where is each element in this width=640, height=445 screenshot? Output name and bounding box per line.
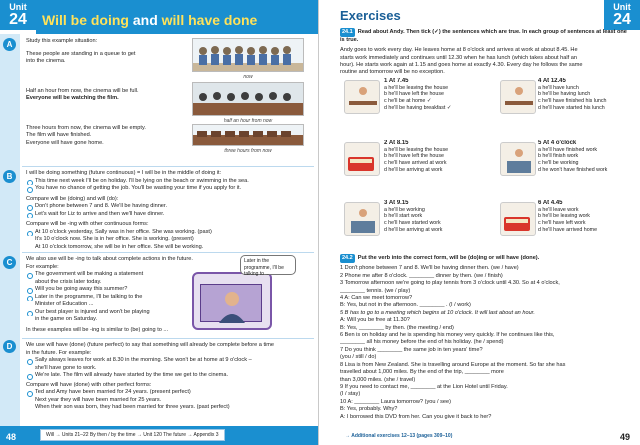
option[interactable]: c he'll be at home ✓ bbox=[384, 98, 432, 105]
example-line: Let's wait for Liz to arrive and then we'll have dinner. bbox=[26, 211, 312, 219]
exercise-line[interactable]: ________ tennis. (we / play) bbox=[340, 287, 411, 294]
option[interactable]: c he'll have finished his lunch bbox=[538, 98, 607, 105]
exercise-line[interactable]: 5 B has to go to a meeting which begins at 10 o'clock. It will last about an hour. bbox=[340, 309, 535, 316]
group-time: At 9.15 bbox=[388, 200, 409, 206]
option[interactable]: b he'll be leaving work bbox=[538, 213, 590, 220]
group-time: At 12.45 bbox=[542, 78, 566, 84]
example-line: Our best player is injured and won't be playing bbox=[26, 309, 228, 317]
group-4 bbox=[538, 78, 638, 112]
scene-5-picture bbox=[500, 142, 536, 176]
example-line: she'll have gone to work. bbox=[35, 364, 97, 371]
scene-6-picture bbox=[500, 202, 536, 236]
example-line: Later in the programme, I'll be talking to the bbox=[26, 294, 228, 302]
title-part-a: Will be doing bbox=[42, 12, 129, 28]
text-line: In these examples will be -ing is similar to (be) going to ... bbox=[26, 326, 169, 333]
option[interactable]: d he'll be arriving at work bbox=[384, 226, 443, 233]
text-line: Everyone will have gone home. bbox=[26, 139, 104, 146]
group-6 bbox=[538, 200, 638, 234]
bus-icon bbox=[504, 217, 530, 231]
text-line: into the cinema. bbox=[26, 58, 66, 64]
example-line: We're late. The film will already have started by the time we get to the cinema. bbox=[26, 372, 312, 380]
option[interactable]: d he'll have started his lunch bbox=[538, 104, 605, 111]
exercise-line[interactable]: 10 A: ________ Laura tomorrow? (you / see) bbox=[340, 398, 452, 405]
unit-label: Unit bbox=[613, 2, 631, 12]
group-time: At 7.45 bbox=[388, 78, 409, 84]
andy-icon bbox=[359, 87, 367, 95]
option[interactable]: d he'll have arrived home bbox=[538, 226, 598, 233]
group-time: At 4.45 bbox=[542, 200, 563, 206]
example-line: about the crisis later today. bbox=[35, 278, 102, 285]
unit-number: 24 bbox=[613, 11, 631, 28]
exercise-line[interactable]: (you / still / do) bbox=[340, 354, 377, 361]
option[interactable]: b he'll have left the house bbox=[384, 91, 444, 98]
unit-tab-right bbox=[604, 0, 640, 30]
option[interactable]: d he'll be arriving at work bbox=[384, 166, 443, 173]
andy-icon bbox=[359, 209, 367, 217]
story-line: hour). He starts work again at 1.15 and goes home at exactly 4.30. Every day he follows the same bbox=[340, 61, 583, 68]
exercise-line[interactable]: 2 Phone me after 8 o'clock. ________ dinner by then. (we / finish) bbox=[340, 272, 503, 279]
exercise-line[interactable]: 8 Lisa is from New Zealand. She is travelling around Europe at the moment. So far she has bbox=[340, 361, 566, 368]
text-line: Compare will be (doing) and will (do): bbox=[26, 195, 119, 202]
group-1 bbox=[384, 78, 504, 112]
text-line: Compare will be -ing with other continuous forms: bbox=[26, 221, 149, 227]
option[interactable]: c he'll be working bbox=[538, 160, 579, 167]
page-number-left: 48 bbox=[6, 432, 17, 442]
example-line: When their son was born, they had been married for three years. (past perfect) bbox=[35, 404, 230, 410]
caption-half-hour: half an hour from now bbox=[223, 118, 273, 124]
cinema-audience-picture bbox=[192, 82, 304, 116]
section-a-badge: A bbox=[3, 38, 16, 51]
group-num: 4 bbox=[538, 78, 542, 84]
right-page bbox=[320, 0, 640, 445]
option[interactable]: d he'll be having breakfast ✓ bbox=[384, 104, 452, 111]
andy-icon bbox=[515, 87, 523, 95]
left-page bbox=[0, 0, 319, 445]
unit-number: 24 bbox=[9, 11, 27, 28]
scene-2-picture bbox=[344, 142, 380, 176]
exercise-24-1 bbox=[340, 28, 632, 76]
tv-set-picture bbox=[192, 272, 272, 330]
additional-exercises-link[interactable]: → Additional exercises 12–13 (pages 309–10) bbox=[345, 433, 453, 439]
exercise-line[interactable]: A: Will you be free at 11.30? bbox=[340, 317, 410, 324]
option[interactable]: b he'll finish work bbox=[538, 153, 579, 160]
ex2-instr-text: Put the verb into the correct form, will be (do)ing or will have (done). bbox=[357, 255, 540, 261]
exercise-line[interactable]: 4 A: Can we meet tomorrow? bbox=[340, 295, 413, 302]
caption-three-hours: three hours from now bbox=[224, 148, 272, 154]
audience-illustration bbox=[193, 83, 304, 116]
group-2 bbox=[384, 140, 504, 174]
caption-now: now bbox=[243, 74, 253, 80]
left-header-bar bbox=[36, 0, 318, 34]
exercise-line[interactable]: than 3,000 miles. (she / travel) bbox=[340, 376, 416, 383]
example-line: It's 10 o'clock now. She is in her office. She is working. (present) bbox=[35, 236, 194, 242]
group-time: At 8.15 bbox=[388, 140, 409, 146]
tv-screen bbox=[200, 284, 262, 322]
group-3 bbox=[384, 200, 504, 234]
ex2-instructions bbox=[340, 254, 632, 263]
section-d bbox=[26, 342, 312, 412]
text-line: Compare will have (done) with other perfect forms: bbox=[26, 381, 152, 388]
exercise-line[interactable]: 1 Don't phone between 7 and 8. We'll be having dinner then. (we / have) bbox=[340, 265, 519, 272]
exercise-line[interactable]: B: Yes, ________ by then. (the meeting / end) bbox=[340, 324, 454, 331]
ex2-badge: 24.2 bbox=[340, 254, 355, 263]
example-line: Ted and Amy have been married for 24 years. (present perfect) bbox=[26, 389, 312, 397]
title-part-c: will have done bbox=[161, 12, 258, 28]
cinema-empty-picture bbox=[192, 124, 304, 146]
title-part-b: and bbox=[128, 12, 162, 28]
story-line: starts work immediately and continues until 12.30 when he has lunch (which takes about half an bbox=[340, 54, 577, 61]
text-line: For example: bbox=[26, 263, 59, 270]
exercises-title: Exercises bbox=[340, 8, 401, 23]
speech-bubble: Later in the programme, I'll be talking to ... bbox=[240, 255, 296, 275]
exercise-24-2 bbox=[340, 254, 632, 421]
presenter-illustration bbox=[201, 285, 263, 323]
story-line: routine and tomorrow will be no exception. bbox=[340, 69, 445, 76]
ex1-badge: 24.1 bbox=[340, 28, 355, 37]
group-num: 1 bbox=[384, 78, 388, 84]
cinema-queue-picture bbox=[192, 38, 304, 72]
group-num: 5 bbox=[538, 140, 542, 146]
section-b-badge: B bbox=[3, 170, 16, 183]
option[interactable]: a he'll be leaving the house bbox=[384, 146, 449, 153]
example-line: At 10 o'clock yesterday, Sally was in her office. She was working. (past) bbox=[26, 229, 312, 237]
scene-3-picture bbox=[344, 202, 380, 236]
divider bbox=[22, 252, 314, 253]
section-strip bbox=[0, 34, 20, 426]
exercise-line[interactable]: 3 Tomorrow afternoon we're going to play tennis from 3 o'clock until 4.30. So at 4 o'clock, bbox=[340, 280, 560, 287]
andy-icon bbox=[515, 149, 523, 157]
unit-tab-left bbox=[0, 0, 36, 30]
group-num: 6 bbox=[538, 200, 542, 206]
example-line: At 10 o'clock tomorrow, she will be in her office. She will be working. bbox=[35, 243, 204, 250]
text-line: We use will have (done) (future perfect) to say that something will already be complete before a time bbox=[26, 342, 275, 348]
story-line: Andy goes to work every day. He leaves home at 8 o'clock and arrives at work at about 8.45. He bbox=[340, 47, 578, 54]
text-line: Half an hour from now, the cinema will be full. bbox=[26, 87, 139, 94]
text-line: Study this example situation: bbox=[26, 38, 98, 44]
exercise-line[interactable]: A: I borrowed this DVD from her. Can you give it back to her? bbox=[340, 413, 492, 420]
scene-4-picture bbox=[500, 80, 536, 114]
page-number-right: 49 bbox=[619, 432, 630, 442]
ex1-instr-text: Read about Andy. Then tick (✓) the sentences which are true. In each group of sentences at least one is true. bbox=[340, 29, 627, 44]
group-time: At 4 o'clock bbox=[542, 140, 577, 146]
option[interactable]: b he'll have left the house bbox=[384, 153, 444, 160]
text-line: Everyone will be watching the film. bbox=[26, 95, 119, 101]
text-line: These people are standing in a queue to get bbox=[26, 50, 136, 57]
text-line: I will be doing something (future continuous) = I will be in the middle of doing it: bbox=[26, 170, 222, 176]
option[interactable]: a he'll have finished work bbox=[538, 146, 598, 153]
option[interactable]: b he'll be having lunch bbox=[538, 91, 591, 98]
example-line: This time next week I'll be on holiday. I'll be lying on the beach or swimming in the sea. bbox=[26, 178, 312, 186]
exercise-line[interactable]: B: Yes, but not in the afternoon. ________ . (I / work) bbox=[340, 302, 471, 309]
option[interactable]: a he'll be working bbox=[384, 206, 425, 213]
text-line: We also use will be -ing to talk about complete actions in the future. bbox=[26, 256, 193, 262]
exercise-line[interactable]: (I / stay) bbox=[340, 391, 361, 398]
exercise-line[interactable]: B: Yes, probably. Why? bbox=[340, 406, 398, 413]
empty-cinema-illustration bbox=[193, 125, 304, 146]
section-b bbox=[26, 170, 312, 251]
example-line: Will you be going away this summer? bbox=[26, 286, 228, 294]
exercise-line[interactable]: travelled about 1,000 miles. By the end of the trip, ________ more bbox=[340, 369, 504, 376]
option[interactable]: c he'll have started work bbox=[384, 220, 441, 227]
exercise-line[interactable]: 7 Do you think ________ the same job in ten years' time? bbox=[340, 346, 483, 353]
bus-icon bbox=[348, 157, 374, 171]
section-c-badge: C bbox=[3, 256, 16, 269]
exercise-line[interactable]: 6 Ben is on holiday and he is spending his money very quickly. If he continues like this, bbox=[340, 332, 555, 339]
group-num: 3 bbox=[384, 200, 388, 206]
example-line: Don't phone between 7 and 8. We'll be having dinner. bbox=[26, 203, 312, 211]
option[interactable]: d he won't have finished work bbox=[538, 166, 608, 173]
scene-1-picture bbox=[344, 80, 380, 114]
queue-illustration bbox=[193, 39, 304, 72]
text-line: in the future. For example: bbox=[26, 349, 92, 356]
option[interactable]: c he'll have left work bbox=[538, 220, 586, 227]
text-line: The film will have finished. bbox=[26, 132, 92, 138]
example-line: You have no chance of getting the job. You'll be wasting your time if you apply for it. bbox=[26, 185, 312, 193]
group-num: 2 bbox=[384, 140, 388, 146]
example-line: Minister of Education ... bbox=[35, 301, 94, 307]
example-line: Sally always leaves for work at 8.30 in the morning. She won't be at home at 9 o'clock – bbox=[26, 357, 312, 365]
exercise-line[interactable]: ________ all his money before the end of his holiday. (he / spend) bbox=[340, 339, 504, 346]
option[interactable]: b he'll start work bbox=[384, 213, 423, 220]
ex1-instructions bbox=[340, 28, 632, 44]
cross-reference-link[interactable]: Will → Units 21–22 By then / by the time → Unit 120 The future → Appendix 3 bbox=[40, 429, 225, 441]
divider bbox=[22, 166, 314, 167]
example-line: Next year they will have been married for 25 years. bbox=[35, 396, 162, 403]
section-d-badge: D bbox=[3, 340, 16, 353]
option[interactable]: a he'll be leaving the house bbox=[384, 84, 449, 91]
divider bbox=[22, 338, 314, 339]
group-5 bbox=[538, 140, 638, 174]
exercise-line[interactable]: 9 If you need to contact me, ________ at the Lion Hotel until Friday. bbox=[340, 383, 508, 390]
option[interactable]: a he'll have lunch bbox=[538, 84, 579, 91]
text-line: Three hours from now, the cinema will be empty. bbox=[26, 124, 146, 131]
example-line: The government will be making a statement bbox=[26, 271, 228, 279]
example-line: in the game on Saturday. bbox=[35, 316, 98, 322]
unit-title bbox=[36, 0, 318, 28]
option[interactable]: c he'll have arrived at work bbox=[384, 160, 447, 167]
unit-label: Unit bbox=[9, 2, 27, 12]
option[interactable]: a he'll leave work bbox=[538, 206, 579, 213]
